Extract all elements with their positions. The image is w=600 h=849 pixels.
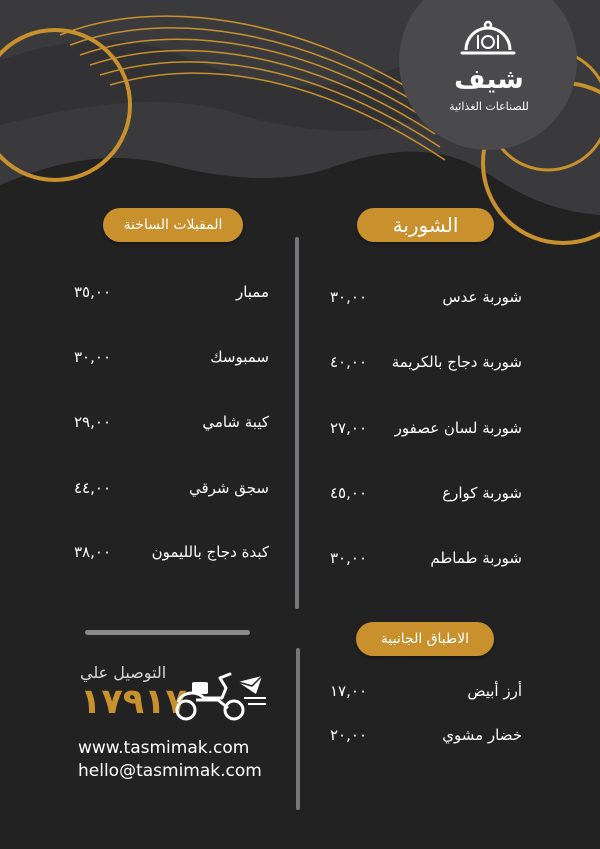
menu-item-price: ٢٧,٠٠ — [330, 419, 367, 437]
menu-item-price: ٣٨,٠٠ — [74, 543, 111, 561]
menu-item-price: ١٧,٠٠ — [330, 682, 367, 700]
menu-item-price: ٢٠,٠٠ — [330, 726, 367, 744]
menu-item-name: شوربة كوارع — [442, 484, 522, 502]
cloche-fork-knife-icon — [458, 20, 518, 64]
delivery-label: التوصيل علي — [80, 663, 167, 682]
menu-item-name: ممبار — [235, 283, 269, 301]
menu-item-price: ٤٠,٠٠ — [330, 353, 367, 371]
column-divider — [295, 237, 299, 609]
website-link[interactable]: www.tasmimak.com — [78, 738, 250, 758]
column-divider-bottom — [296, 648, 300, 810]
menu-item-name: كبدة دجاج بالليمون — [151, 543, 269, 561]
email-link[interactable]: hello@tasmimak.com — [78, 761, 262, 781]
menu-item-price: ٣٠,٠٠ — [330, 288, 367, 306]
brand-name: شيف — [454, 64, 524, 95]
menu-item-name: شوربة عدس — [442, 288, 522, 306]
menu-item-price: ٢٩,٠٠ — [74, 413, 111, 431]
menu-item-price: ٤٥,٠٠ — [330, 484, 367, 502]
menu-item-price: ٤٤,٠٠ — [74, 479, 111, 497]
menu-item-name: شوربة دجاج بالكريمة — [391, 353, 522, 371]
menu-item-name: شوربة طماطم — [430, 549, 522, 567]
menu-item-price: ٣٠,٠٠ — [330, 549, 367, 567]
menu-item-name: خضار مشوي — [442, 726, 522, 744]
soup-section-title: الشوربة — [357, 208, 494, 242]
brand-tagline: للصناعات الغذائية — [449, 100, 529, 113]
menu-item-name: سمبوسك — [210, 348, 269, 366]
hot-appetizers-section-title: المقبلات الساخنة — [103, 208, 243, 242]
menu-item-name: سجق شرقي — [188, 479, 269, 497]
menu-item-price: ٣٥,٠٠ — [74, 283, 111, 301]
menu-item-name: كيبة شامي — [202, 413, 269, 431]
delivery-number: ١٧٩١٧ — [80, 682, 187, 722]
delivery-scooter-icon — [172, 668, 268, 724]
menu-item-price: ٣٠,٠٠ — [74, 348, 111, 366]
menu-item-name: أرز أبيض — [467, 682, 522, 700]
menu-item-name: شوربة لسان عصفور — [394, 419, 522, 437]
side-dishes-section-title: الاطباق الجانبية — [356, 622, 494, 656]
section-divider — [85, 630, 250, 635]
